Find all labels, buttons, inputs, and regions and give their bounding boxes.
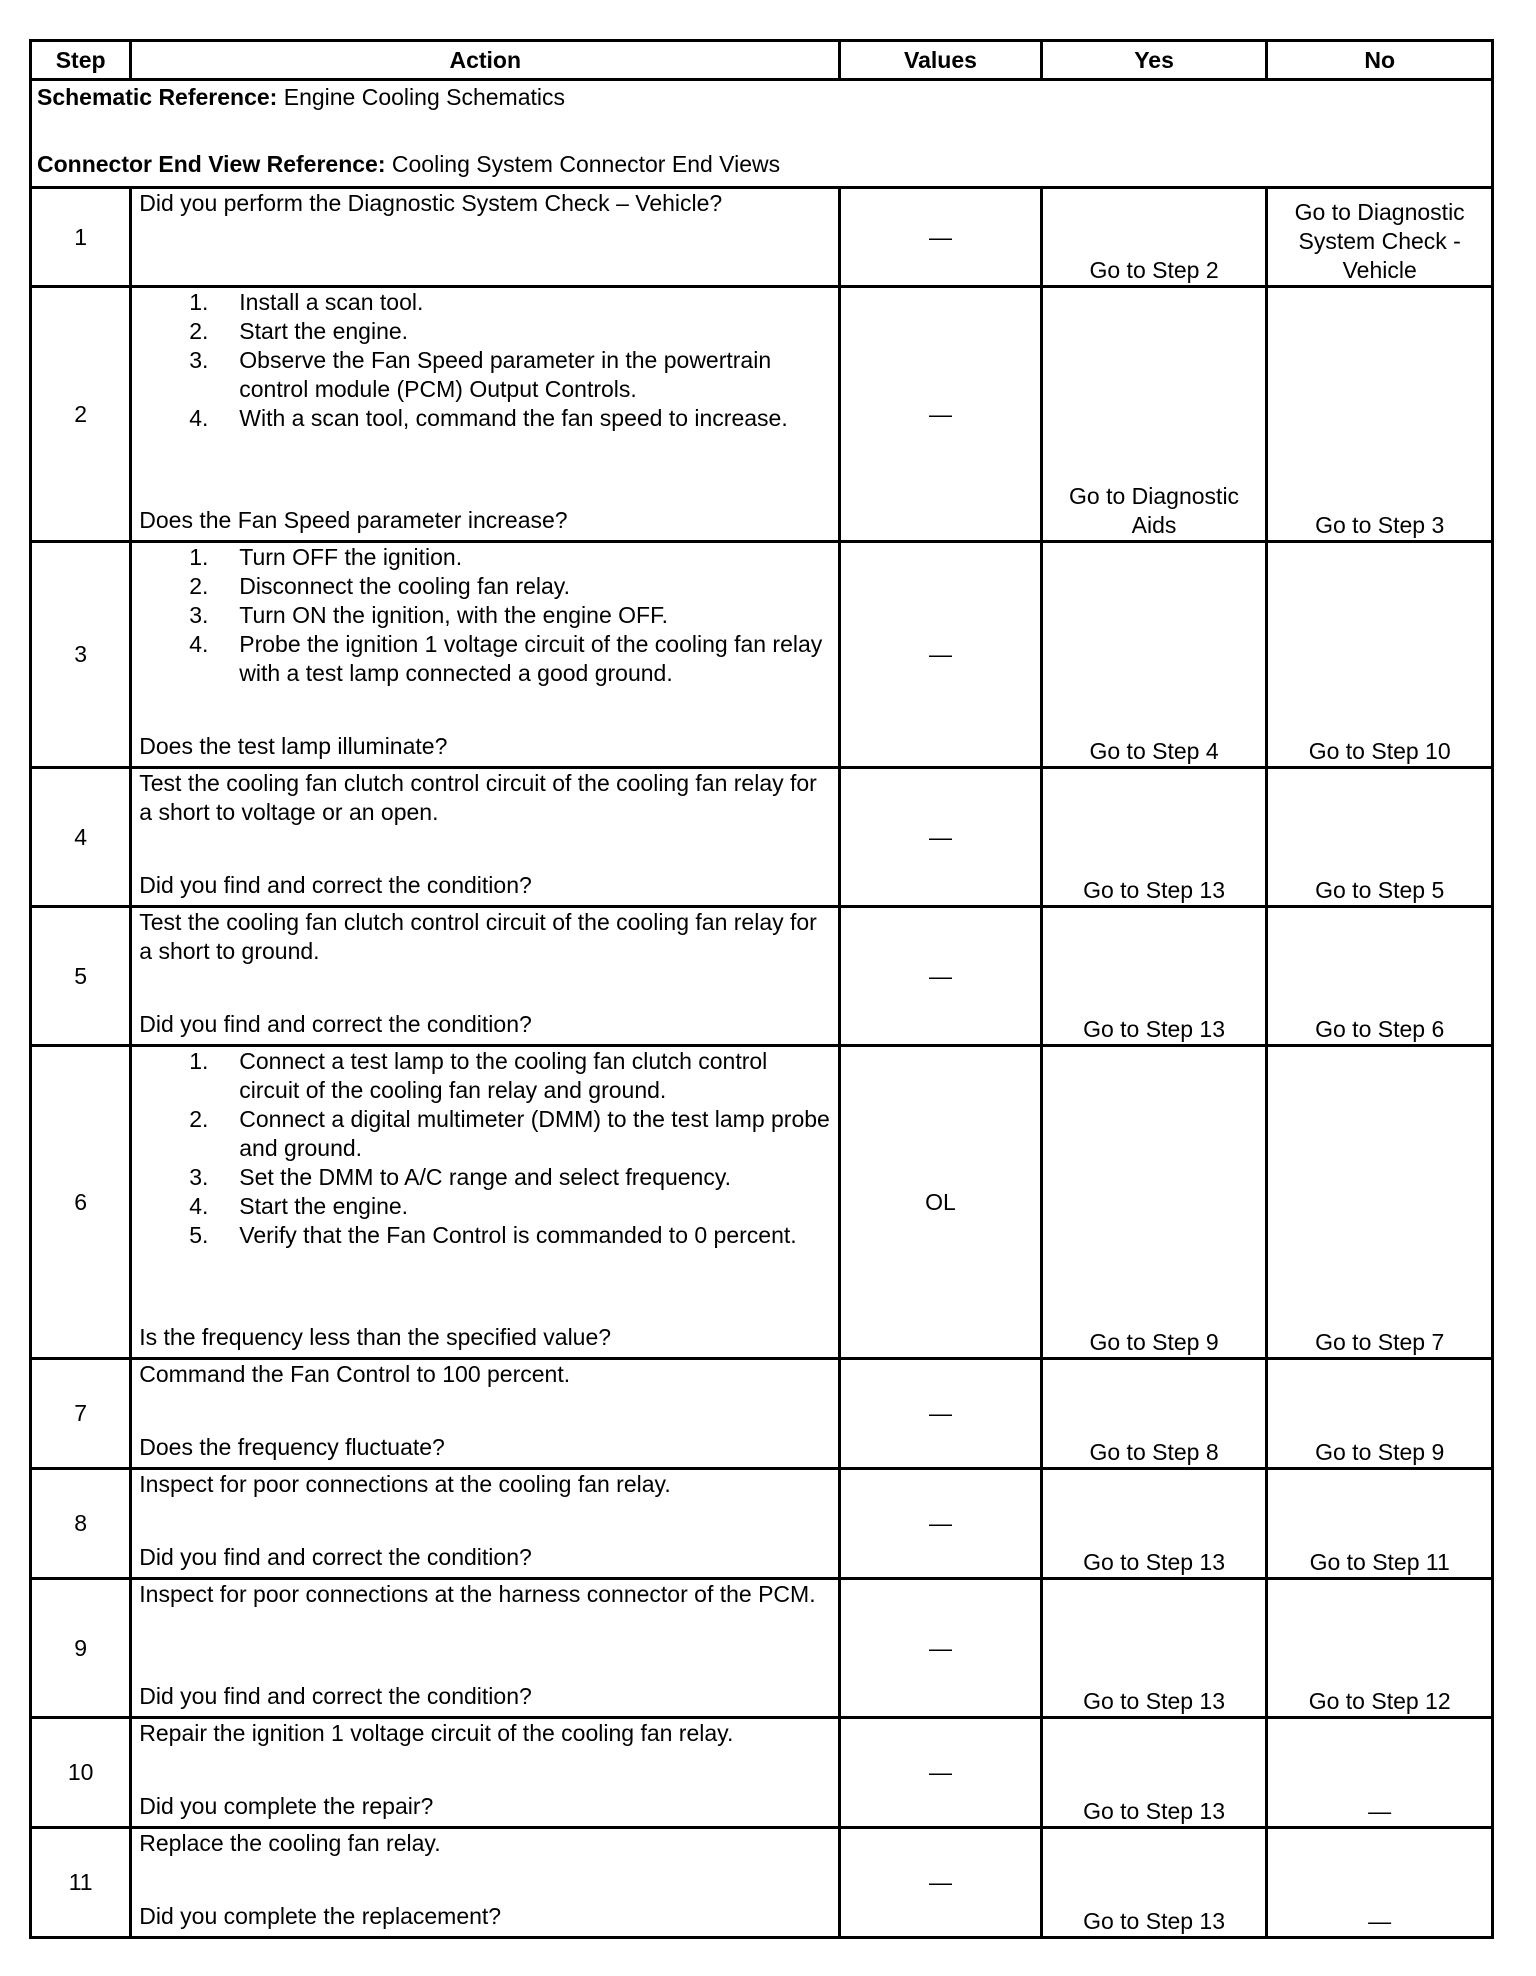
list-item	[139, 404, 831, 433]
list-item-text: Connect a test lamp to the cooling fan clutch control circuit of the cooling fan relay and ground.	[239, 1048, 768, 1103]
step-number: 9	[31, 1579, 131, 1718]
header-no: No	[1267, 41, 1493, 80]
diagnostic-table	[29, 39, 1494, 1939]
values-cell: —	[840, 542, 1042, 768]
yes-cell[interactable]: Go to Step 13	[1041, 1579, 1267, 1718]
list-item-number: 3.	[189, 1164, 209, 1190]
action-list	[139, 543, 831, 688]
schematic-reference-link[interactable]: Engine Cooling Schematics	[283, 84, 566, 110]
schematic-reference-label: Schematic Reference:	[37, 84, 278, 110]
list-item-number: 4.	[189, 1193, 209, 1219]
table-row	[31, 1359, 1493, 1469]
action-question: Did you find and correct the condition?	[139, 872, 532, 898]
values-cell: —	[840, 768, 1042, 907]
yes-cell[interactable]: Go to Step 4	[1041, 542, 1267, 768]
list-item-number: 1.	[189, 544, 209, 570]
action-cell	[131, 1046, 840, 1359]
table-row	[31, 1579, 1493, 1718]
header-yes: Yes	[1041, 41, 1267, 80]
header-step: Step	[31, 41, 131, 80]
list-item-text: Start the engine.	[239, 318, 409, 344]
list-item	[139, 1047, 831, 1105]
list-item	[139, 1221, 831, 1250]
step-number: 2	[31, 287, 131, 542]
no-cell[interactable]: Go to Diagnostic System Check - Vehicle	[1267, 188, 1493, 287]
list-item-number: 4.	[189, 405, 209, 431]
list-item-number: 3.	[189, 347, 209, 373]
list-item-text: Observe the Fan Speed parameter in the powertrain control module (PCM) Output Controls.	[239, 347, 772, 402]
values-cell: —	[840, 1579, 1042, 1718]
schematic-reference	[37, 83, 1486, 112]
action-cell	[131, 542, 840, 768]
yes-cell[interactable]: Go to Step 13	[1041, 907, 1267, 1046]
list-item-number: 4.	[189, 631, 209, 657]
action-cell	[131, 768, 840, 907]
action-question: Is the frequency less than the specified value?	[139, 1324, 612, 1350]
step-number: 11	[31, 1828, 131, 1938]
list-item-number: 2.	[189, 573, 209, 599]
no-cell[interactable]: Go to Step 11	[1267, 1469, 1493, 1579]
table-row	[31, 287, 1493, 542]
list-item-text: Probe the ignition 1 voltage circuit of the cooling fan relay with a test lamp connected a good ground.	[239, 631, 823, 686]
values-cell: —	[840, 1828, 1042, 1938]
action-text: Inspect for poor connections at the harness connector of the PCM.	[139, 1581, 816, 1607]
no-cell[interactable]: Go to Step 10	[1267, 542, 1493, 768]
action-cell	[131, 1469, 840, 1579]
yes-cell[interactable]: Go to Step 2	[1041, 188, 1267, 287]
values-cell: —	[840, 1718, 1042, 1828]
no-cell[interactable]: Go to Step 9	[1267, 1359, 1493, 1469]
yes-cell[interactable]: Go to Diagnostic Aids	[1041, 287, 1267, 542]
table-row	[31, 1828, 1493, 1938]
values-cell: OL	[840, 1046, 1042, 1359]
connector-reference-link[interactable]: Cooling System Connector End Views	[391, 151, 781, 177]
list-item	[139, 317, 831, 346]
yes-cell[interactable]: Go to Step 13	[1041, 1718, 1267, 1828]
action-question: Did you find and correct the condition?	[139, 1011, 532, 1037]
action-text: Command the Fan Control to 100 percent.	[139, 1361, 571, 1387]
action-text: Did you perform the Diagnostic System Check – Vehicle?	[139, 190, 723, 216]
list-item	[139, 1163, 831, 1192]
step-number: 3	[31, 542, 131, 768]
no-cell[interactable]: Go to Step 5	[1267, 768, 1493, 907]
values-cell: —	[840, 1359, 1042, 1469]
table-row	[31, 768, 1493, 907]
step-number: 5	[31, 907, 131, 1046]
table-row	[31, 1469, 1493, 1579]
action-list	[139, 288, 831, 433]
action-cell	[131, 1718, 840, 1828]
yes-cell[interactable]: Go to Step 13	[1041, 768, 1267, 907]
step-number: 6	[31, 1046, 131, 1359]
list-item-text: With a scan tool, command the fan speed to increase.	[239, 405, 788, 431]
action-question: Did you find and correct the condition?	[139, 1544, 532, 1570]
no-cell[interactable]: Go to Step 6	[1267, 907, 1493, 1046]
action-cell	[131, 1579, 840, 1718]
action-question: Does the frequency fluctuate?	[139, 1434, 445, 1460]
reference-row	[31, 80, 1493, 188]
table-row	[31, 1046, 1493, 1359]
header-values: Values	[840, 41, 1042, 80]
list-item-text: Install a scan tool.	[239, 289, 424, 315]
values-cell: —	[840, 287, 1042, 542]
list-item	[139, 543, 831, 572]
action-text: Replace the cooling fan relay.	[139, 1830, 441, 1856]
list-item-text: Turn OFF the ignition.	[239, 544, 463, 570]
action-cell	[131, 287, 840, 542]
step-number: 8	[31, 1469, 131, 1579]
table-row	[31, 542, 1493, 768]
list-item	[139, 1105, 831, 1163]
yes-cell[interactable]: Go to Step 8	[1041, 1359, 1267, 1469]
values-cell: —	[840, 1469, 1042, 1579]
action-question: Did you complete the replacement?	[139, 1903, 502, 1929]
values-cell: —	[840, 907, 1042, 1046]
yes-cell[interactable]: Go to Step 13	[1041, 1828, 1267, 1938]
no-cell: —	[1267, 1828, 1493, 1938]
step-number: 10	[31, 1718, 131, 1828]
list-item-number: 5.	[189, 1222, 209, 1248]
action-question: Did you find and correct the condition?	[139, 1683, 532, 1709]
action-question: Does the Fan Speed parameter increase?	[139, 507, 568, 533]
list-item	[139, 630, 831, 688]
no-cell[interactable]: Go to Step 12	[1267, 1579, 1493, 1718]
list-item-text: Disconnect the cooling fan relay.	[239, 573, 570, 599]
action-question: Did you complete the repair?	[139, 1793, 434, 1819]
list-item-number: 2.	[189, 1106, 209, 1132]
list-item-text: Start the engine.	[239, 1193, 409, 1219]
list-item-text: Turn ON the ignition, with the engine OFF.	[239, 602, 668, 628]
list-item-number: 1.	[189, 289, 209, 315]
step-number: 4	[31, 768, 131, 907]
action-text: Test the cooling fan clutch control circuit of the cooling fan relay for a short to voltage or an open.	[139, 770, 817, 825]
action-text: Inspect for poor connections at the cooling fan relay.	[139, 1471, 671, 1497]
table-row	[31, 907, 1493, 1046]
header-row	[31, 41, 1493, 80]
list-item	[139, 346, 831, 404]
action-text: Repair the ignition 1 voltage circuit of the cooling fan relay.	[139, 1720, 734, 1746]
step-number: 7	[31, 1359, 131, 1469]
action-cell	[131, 1359, 840, 1469]
list-item-number: 3.	[189, 602, 209, 628]
connector-reference	[37, 150, 1486, 179]
reference-cell	[31, 80, 1493, 188]
yes-cell[interactable]: Go to Step 13	[1041, 1469, 1267, 1579]
list-item-number: 2.	[189, 318, 209, 344]
connector-reference-label: Connector End View Reference:	[37, 151, 386, 177]
no-cell[interactable]: Go to Step 7	[1267, 1046, 1493, 1359]
action-list	[139, 1047, 831, 1250]
list-item-text: Verify that the Fan Control is commanded to 0 percent.	[239, 1222, 797, 1248]
list-item	[139, 601, 831, 630]
action-cell	[131, 188, 840, 287]
list-item-number: 1.	[189, 1048, 209, 1074]
action-cell	[131, 1828, 840, 1938]
action-question: Does the test lamp illuminate?	[139, 733, 448, 759]
values-cell: —	[840, 188, 1042, 287]
table-row	[31, 188, 1493, 287]
header-action: Action	[131, 41, 840, 80]
yes-cell[interactable]: Go to Step 9	[1041, 1046, 1267, 1359]
step-number: 1	[31, 188, 131, 287]
action-text: Test the cooling fan clutch control circuit of the cooling fan relay for a short to ground.	[139, 909, 817, 964]
no-cell[interactable]: Go to Step 3	[1267, 287, 1493, 542]
list-item	[139, 1192, 831, 1221]
no-cell: —	[1267, 1718, 1493, 1828]
action-cell	[131, 907, 840, 1046]
table-row	[31, 1718, 1493, 1828]
list-item	[139, 288, 831, 317]
list-item	[139, 572, 831, 601]
list-item-text: Connect a digital multimeter (DMM) to the test lamp probe and ground.	[239, 1106, 830, 1161]
list-item-text: Set the DMM to A/C range and select frequency.	[239, 1164, 732, 1190]
